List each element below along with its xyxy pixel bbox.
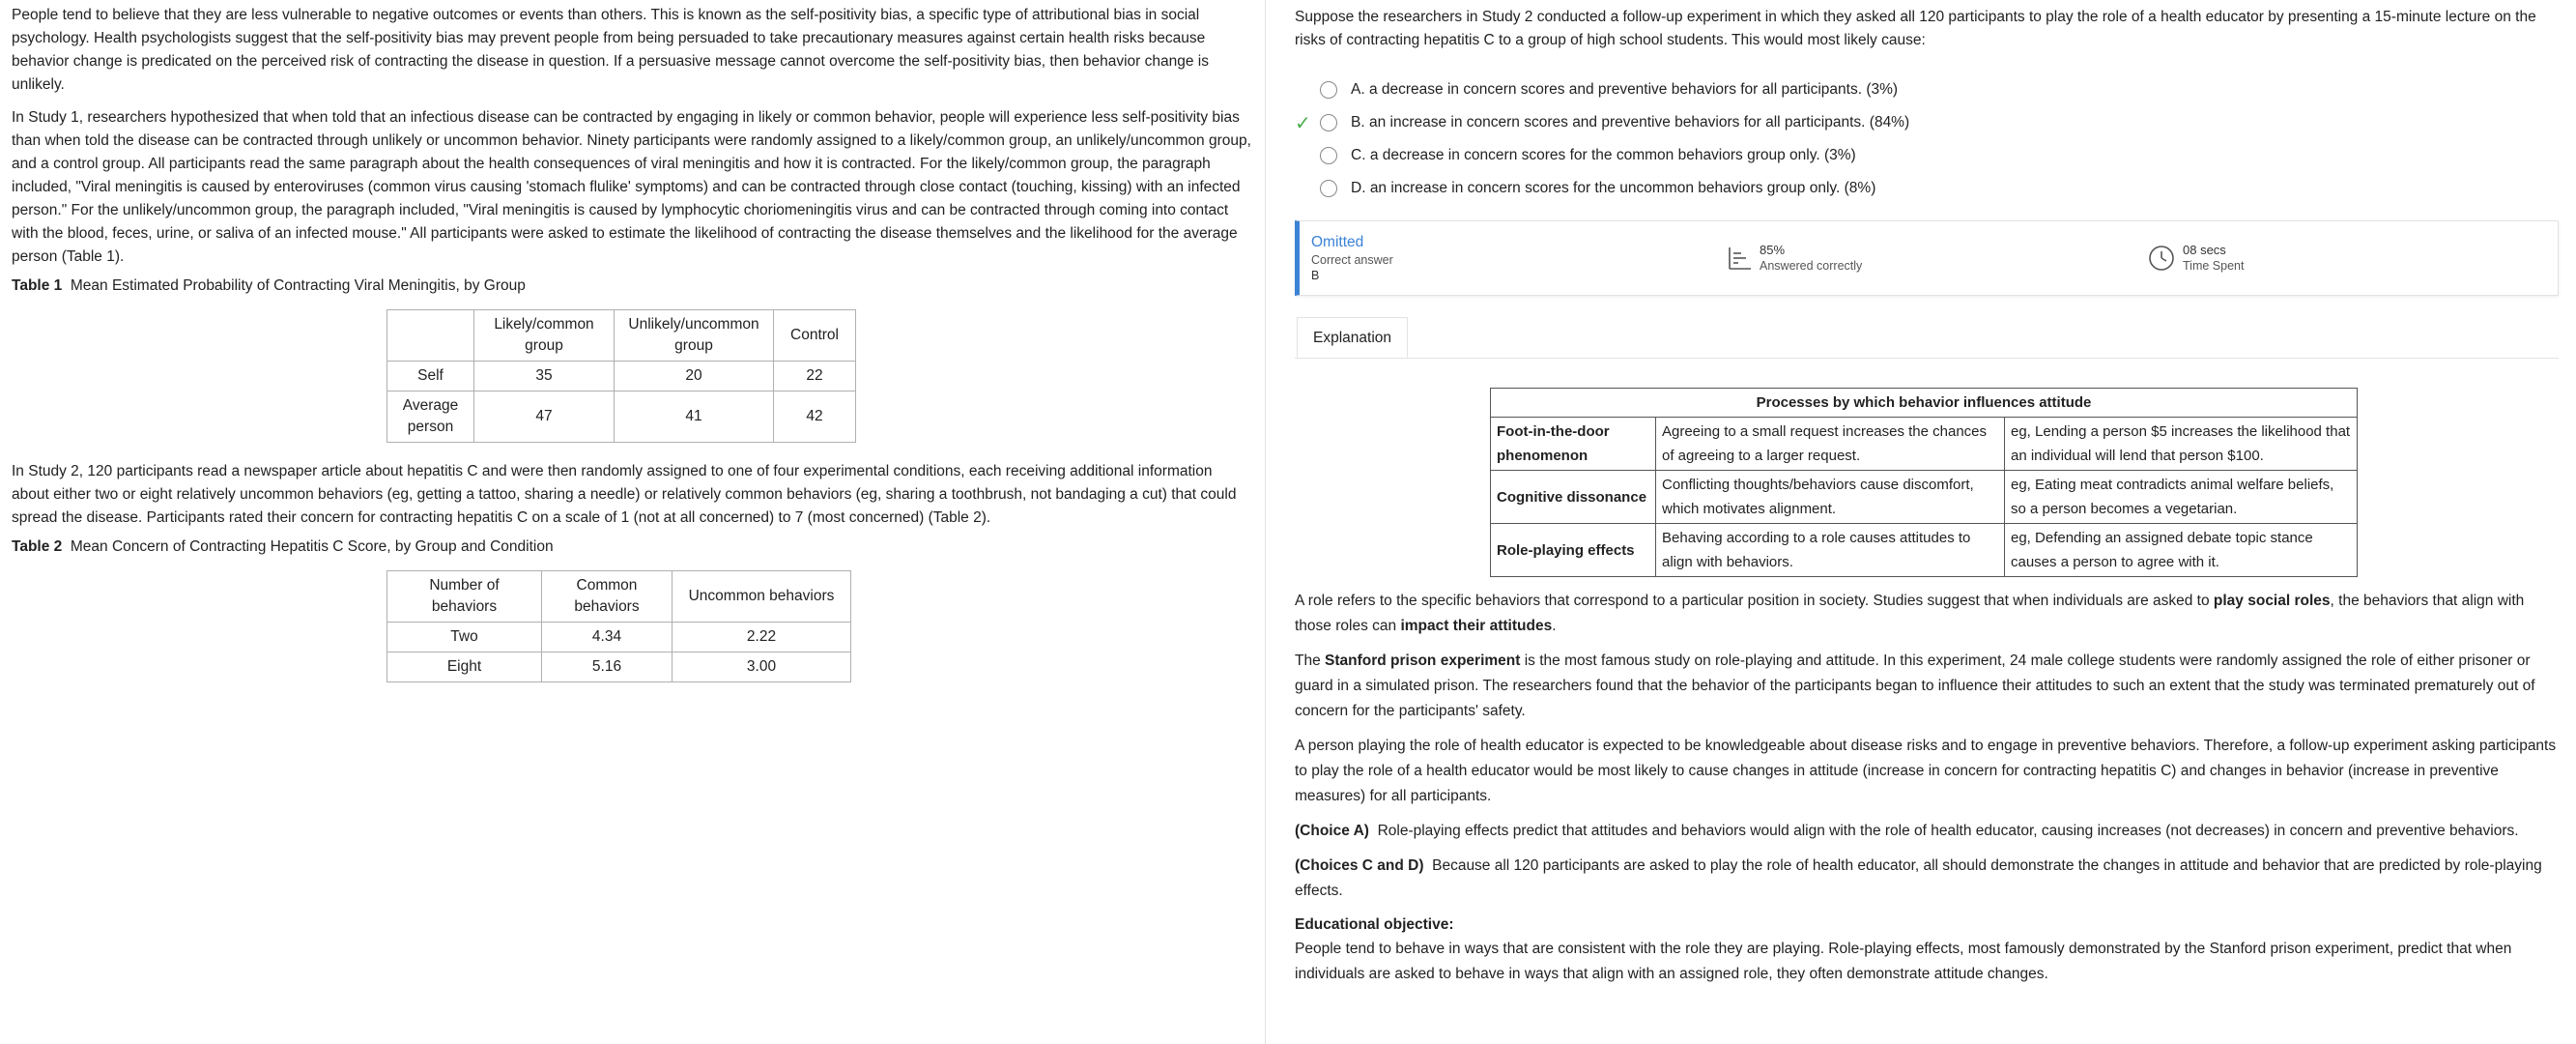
choice-letter: C.: [1351, 147, 1366, 163]
table-row: [387, 623, 851, 652]
text-run: Because all 120 participants are asked to play the role of health educator, all should demonstrate the changes in attitude and behavior that are predicted by role-playing effects.: [1295, 857, 2542, 899]
explanation-paragraph-1: [1295, 589, 2559, 639]
choice-cd-explanation: [1295, 854, 2559, 904]
table2-cell: 5.16: [542, 652, 673, 682]
table1-header-row: [387, 310, 856, 362]
process-name: Cognitive dissonance: [1491, 471, 1656, 524]
table2-header: Uncommon behaviors: [673, 571, 851, 623]
text-run: The: [1295, 652, 1326, 669]
text-run: .: [1552, 618, 1557, 634]
choice-percent: (3%): [1823, 147, 1856, 163]
table1-cell: 20: [615, 362, 774, 392]
choice-letter: D.: [1351, 180, 1366, 196]
percent-value: 85%: [1760, 243, 1786, 257]
process-example: eg, Lending a person $5 increases the likelihood that an individual will lend that person $100.: [2005, 418, 2358, 471]
table1-cell: 22: [774, 362, 856, 392]
tab-bar: [1295, 317, 2559, 359]
table1-cell: 41: [615, 392, 774, 443]
process-description: Agreeing to a small request increases the chances of agreeing to a larger request.: [1656, 418, 2005, 471]
table1-cell: 35: [474, 362, 615, 392]
time-value: 08 secs: [2183, 243, 2226, 257]
processes-table-header: [1491, 389, 2358, 418]
correct-check-icon: ✓: [1295, 112, 1311, 134]
choice-letter: B.: [1351, 114, 1365, 130]
table1-caption: [12, 275, 1253, 298]
table2-cell: Two: [387, 623, 542, 652]
table2-header: Number of behaviors: [387, 571, 542, 623]
time-label: Time Spent: [2183, 259, 2245, 273]
table2-caption: [12, 536, 1253, 559]
process-description: Behaving according to a role causes attitudes to align with behaviors.: [1656, 524, 2005, 577]
passage-paragraph-1: People tend to believe that they are less vulnerable to negative outcomes or events than others. This is known as the self-positivity bias, a specific type of attributional bias in social psychology. Health psychologists suggest that the self-positivity bias may prevent people from being persuaded to take precautionary measures against certain health risks because behavior change is predicated on the perceived risk of contracting the disease in question. If a persuasive message cannot overcome the self-positivity bias, then behavior change is unlikely.: [12, 7, 1209, 93]
choice-c[interactable]: [1295, 139, 2559, 172]
explanation-paragraph-3: A person playing the role of health educator is expected to be knowledgeable about disease risks and to engage in preventive behaviors. Therefore, a follow-up experiment asking participants to play the role of a health educator would be most likely to cause changes in attitude (increase in concern for contracting hepatitis C) and changes in behavior (increase in preventive measures) for all participants.: [1295, 738, 2557, 804]
process-name: Role-playing effects: [1491, 524, 1656, 577]
table2-caption-text: Mean Concern of Contracting Hepatitis C Score, by Group and Condition: [70, 538, 554, 555]
table2-cell: 4.34: [542, 623, 673, 652]
bold-term: play social roles: [2213, 593, 2331, 609]
bar-chart-icon: [1727, 246, 1752, 271]
clock-icon: [2148, 245, 2175, 272]
explanation-paragraph-2: [1295, 649, 2559, 724]
choice-text: a decrease in concern scores for the common behaviors group only.: [1369, 147, 1820, 163]
choice-a[interactable]: [1295, 73, 2559, 106]
table1-header: [387, 310, 474, 362]
table1-cell: Average person: [387, 392, 474, 443]
radio-button[interactable]: [1320, 147, 1337, 164]
percent-correct: [1727, 243, 2148, 274]
choice-letter: A.: [1351, 81, 1365, 98]
radio-button[interactable]: [1320, 114, 1337, 131]
stats-bar: [1295, 220, 2559, 296]
choice-percent: (3%): [1866, 81, 1899, 98]
table-row: [1491, 471, 2358, 524]
table1: [386, 309, 856, 443]
table1-cell: Self: [387, 362, 474, 392]
text-run: is the most famous study on role-playing and attitude. In this experiment, 24 male college students were randomly assigned the role of either prisoner or guard in a simulated prison. The researchers found that the behavior of the participants began to influence their attitudes to such an extent that the study was terminated prematurely out of concern for the participants' safety.: [1295, 652, 2535, 719]
passage-paragraph-3: In Study 2, 120 participants read a newspaper article about hepatitis C and were then randomly assigned to one of four experimental conditions, each receiving additional information about either two or eight relatively uncommon behaviors (eg, getting a tattoo, sharing a needle) or relatively common behaviors (eg, sharing a toothbrush, not bandaging a cut) that could spread the disease. Participants rated their concern for contracting hepatitis C on a scale of 1 (not at all concerned) to 7 (most concerned) (Table 2).: [12, 463, 1237, 526]
answer-choices: [1295, 73, 2559, 205]
text-run: Role-playing effects predict that attitudes and behaviors would align with the role of health educator, causing increases (not decreases) in concern and preventive behaviors.: [1377, 823, 2519, 839]
table1-cell: 47: [474, 392, 615, 443]
question-pane[interactable]: [1266, 0, 2576, 1044]
table2-header-row: [387, 571, 851, 623]
table1-header: Likely/common group: [474, 310, 615, 362]
table2: [386, 570, 851, 682]
table1-header: Control: [774, 310, 856, 362]
table1-label: Table 1: [12, 277, 63, 294]
table2-label: Table 2: [12, 538, 63, 555]
passage-paragraph-2: In Study 1, researchers hypothesized that when told that an infectious disease can be contracted by engaging in likely or common behavior, people will experience less self-positivity bias than when told the disease can be contracted through unlikely or uncommon behavior. Ninety participants were randomly assigned to a likely/common group, an unlikely/uncommon group, and a control group. All participants read the same paragraph about the health consequences of viral meningitis and how it is contracted. For the likely/common group, the paragraph included, "Viral meningitis is caused by enteroviruses (common virus causing 'stomach flulike' symptoms) and can be contracted through close contact (touching, kissing) with an infected person." For the unlikely/uncommon group, the paragraph included, "Viral meningitis is caused by lymphocytic choriomeningitis virus and can be contracted through coming into contact with the blood, feces, urine, or saliva of an infected mouse." All participants were asked to estimate the likelihood of contracting the disease themselves and the likelihood for the average person (Table 1).: [12, 109, 1251, 265]
choice-label: (Choices C and D): [1295, 857, 1424, 874]
process-example: eg, Eating meat contradicts animal welfare beliefs, so a person becomes a vegetarian.: [2005, 471, 2358, 524]
choice-percent: (84%): [1869, 114, 1910, 130]
table-row: [1491, 524, 2358, 577]
passage-pane[interactable]: [0, 0, 1266, 1044]
table1-header: Unlikely/uncommon group: [615, 310, 774, 362]
table-row: [387, 392, 856, 443]
table-row: [1491, 418, 2358, 471]
choice-label: (Choice A): [1295, 823, 1369, 839]
process-name: Foot-in-the-door phenomenon: [1491, 418, 1656, 471]
table2-cell: 3.00: [673, 652, 851, 682]
correct-answer-value: B: [1311, 269, 1320, 282]
time-spent: [2148, 243, 2244, 274]
choice-text: an increase in concern scores for the uncommon behaviors group only.: [1369, 180, 1841, 196]
table1-caption-text: Mean Estimated Probability of Contracting Viral Meningitis, by Group: [70, 277, 526, 294]
choice-percent: (8%): [1844, 180, 1876, 196]
tab-explanation[interactable]: Explanation: [1297, 317, 1408, 358]
table-row: [387, 652, 851, 682]
table2-cell: 2.22: [673, 623, 851, 652]
choice-text: a decrease in concern scores and preventive behaviors for all participants.: [1368, 81, 1863, 98]
percent-label: Answered correctly: [1760, 259, 1863, 273]
answer-status: [1300, 233, 1727, 283]
processes-table-title: Processes by which behavior influences attitude: [1491, 389, 2358, 418]
text-run: A role refers to the specific behaviors that correspond to a particular position in society. Studies suggest that when individuals are asked to: [1295, 593, 2214, 609]
correct-answer-label: Correct answer: [1311, 253, 1393, 267]
bold-term: Stanford prison experiment: [1325, 652, 1521, 669]
educational-objective-title: Educational objective:: [1295, 916, 1454, 933]
educational-objective-text: People tend to behave in ways that are consistent with the role they are playing. Role-playing effects, most famously demonstrated by the Stanford prison experiment, predict that when individuals are asked to behave in ways that align with an assigned role, they often demonstrate attitude changes.: [1295, 941, 2512, 982]
choice-b[interactable]: [1295, 106, 2559, 139]
process-description: Conflicting thoughts/behaviors cause discomfort, which motivates alignment.: [1656, 471, 2005, 524]
choice-text: an increase in concern scores and preventive behaviors for all participants.: [1368, 114, 1866, 130]
radio-button[interactable]: [1320, 180, 1337, 197]
question-stem: Suppose the researchers in Study 2 conducted a follow-up experiment in which they asked all 120 participants to play the role of a health educator by presenting a 15-minute lecture on the risks of contracting hepatitis C to a group of high school students. This would most likely cause:: [1295, 9, 2536, 48]
status-text: Omitted: [1311, 234, 1364, 250]
choice-a-explanation: [1295, 819, 2559, 844]
table2-cell: Eight: [387, 652, 542, 682]
table1-cell: 42: [774, 392, 856, 443]
choice-d[interactable]: [1295, 172, 2559, 205]
table2-header: Common behaviors: [542, 571, 673, 623]
process-example: eg, Defending an assigned debate topic stance causes a person to agree with it.: [2005, 524, 2358, 577]
processes-table: [1490, 388, 2358, 577]
radio-button[interactable]: [1320, 81, 1337, 99]
table-row: [387, 362, 856, 392]
text-run: , the behaviors that align with those roles can: [1295, 593, 2525, 634]
bold-term: impact their attitudes: [1400, 618, 1553, 634]
